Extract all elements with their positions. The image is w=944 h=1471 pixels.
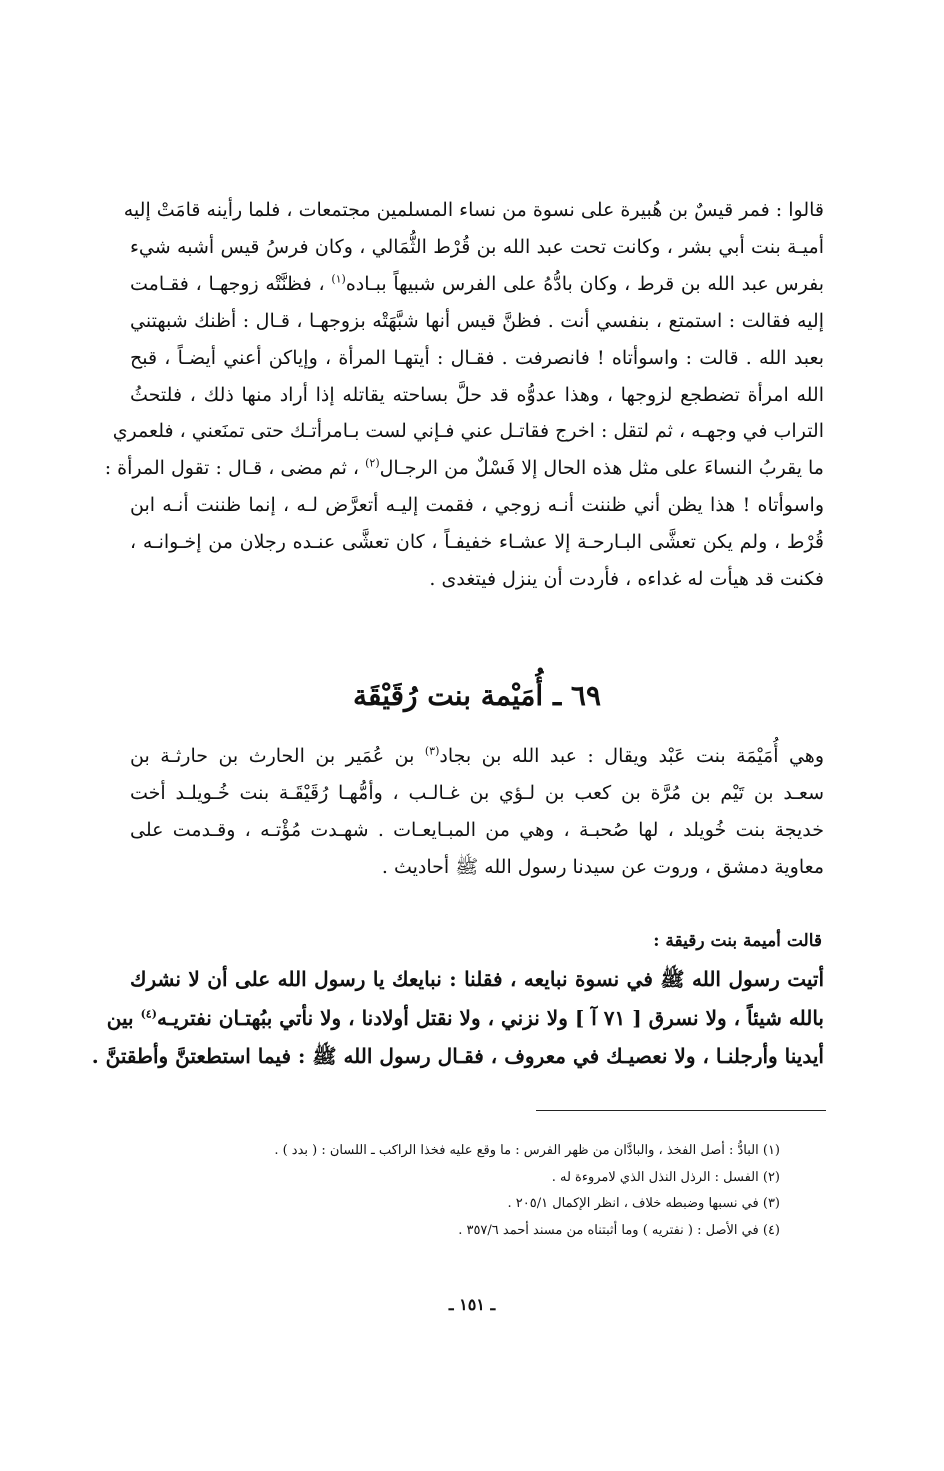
footnote-divider [536, 1110, 826, 1111]
quote-paragraph [91, 960, 824, 1076]
footnote-marker: (٤) [140, 1006, 157, 1020]
text-line: إليه فقالت : استمتع ، بنفسي أنت . فظنَّ قيس أنها شبَّهَتْه بزوجهـا ، قـال : أظنك شبهتني [130, 309, 824, 332]
section-heading: ٦٩ ـ أُمَيْمة بنت رُقَيْقَة [353, 679, 601, 712]
text-line: قالوا : فمر قيسٌ بن هُبيرة على نسوة من نساء المسلمين مجتمعات ، فلما رأينه قامَتْ إليه [123, 199, 824, 221]
text-line: قُرْط ، ولم يكن تعشَّى البـارحـة إلا عشـاء خفيفـاً ، كان تعشَّى عنـده رجلان من إخـوانـه ، [130, 531, 824, 554]
footnote-item: (٤) في الأصل : ( نفتريه ) وما أثبتناه من مسند أحمد ٣٥٧/٦ . [458, 1222, 780, 1238]
top-paragraph [104, 192, 824, 598]
text-line: خديجة بنت خُويلد ، لها صُحبـة ، وهي من المبـايعـات . شهـدت مُؤْتـه ، وقـدمت على [130, 819, 824, 841]
text-line: فكنت قد هيأت له غداءه ، فأردت أن ينزل فيتغدى . [429, 568, 824, 591]
text-line [130, 738, 824, 775]
text-segment: بين [106, 1005, 141, 1030]
text-line: بعبد الله . قالت : واسوأتاه ! فانصرفت . فقـال : أيتهـا المرأة ، وإياكن أعني أيضـاً ، قبح [130, 346, 824, 369]
text-line: سعـد بن تَيْم بن مُرَّة بن كعب بن لـؤي بن غـالـب ، وأمُّهـا رُقَيْقَـة بنت خُـويلـد أخت [130, 782, 824, 804]
footnote-marker: (١) [331, 272, 346, 286]
text-segment: وهي أُمَيْمَة بنت عَبْد ويقال : عبد الله بن بجاد [439, 745, 824, 767]
text-line: الله امرأة تضطجع لزوجها ، وهذا عدوُّه قد حلَّ بساحته يقاتله إذا أراد منها ذلك ، فلتحثُ [130, 383, 824, 406]
footnote-marker: (٣) [424, 744, 440, 758]
footnote-item: (٢) الفسل : الرذل النذل الذي لامروءة له . [551, 1169, 780, 1185]
text-segment: بالله شيئاً ، ولا نسرق [ ٧١ آ ] ولا نزني ، ولا نقتل أولادنا ، ولا نأتي ببُهتـان نفتريـه [156, 1005, 824, 1030]
text-line [130, 266, 824, 303]
biography-paragraph [130, 738, 824, 886]
text-segment: بفرس عبد الله بن قرط ، وكان بادُّهُ على الفرس شبيهاً ببـاده [345, 272, 824, 295]
text-line: أتيت رسول الله ﷺ في نسوة نبايعه ، فقلنا : نبايعك يا رسول الله على أن لا نشرك [130, 967, 824, 991]
text-segment: ، فظنَّتْه زوجهـا ، فقـامت [130, 272, 332, 295]
text-segment: ما يقربُ النساءَ على مثل هذه الحال إلا فَسْلٌ من الرجـال [379, 457, 824, 480]
text-line: معاوية دمشق ، وروت عن سيدنا رسول الله ﷺ أحاديث . [381, 856, 824, 878]
text-line: أميـة بنت أبي بشر ، وكانت تحت عبد الله بن قُرْط الثُّمَالي ، وكان فرسُ قيس أشبه شيء [130, 235, 824, 258]
footnote-marker: (٢) [365, 457, 380, 471]
footnotes [130, 1138, 780, 1244]
text-line [104, 450, 824, 487]
narration-heading: قالت أميمة بنت رقيقة : [653, 931, 822, 951]
footnote-item: (٣) في نسبها وضبطه خلاف ، انظر الإكمال ٢٠٥/١ . [507, 1196, 780, 1211]
footnote-item: (١) البادُّ : أصل الفخذ ، والبادَّان من ظهر الفرس : ما وقع عليه فخذا الراكب ـ اللسان : ( بدد ) . [274, 1143, 780, 1158]
text-segment: بن عُمَير بن الحارث بن حارثـة بن [130, 745, 425, 767]
text-line: أيدينا وأرجلنـا ، ولا نعصيـك في معروف ، فقـال رسول الله ﷺ : فيما استطعتنَّ وأطقتنَّ . [91, 1044, 824, 1068]
page-number: ـ ١٥١ ـ [448, 1295, 496, 1314]
text-line [106, 999, 824, 1038]
text-line: التراب في وجهـه ، ثم لتقل : اخرج فقاتـل عني فـإني لست بـامرأتـك حتى تمنَعني ، فلعمري [112, 420, 824, 443]
text-line: واسوأتاه ! هذا يظن أني ظننت أنـه زوجي ، فقمت إليـه أتعرَّض لـه ، إنما ظننت أنـه ابن [130, 494, 824, 517]
text-segment: ، ثم مضى ، قـال : تقول المرأة : [104, 457, 366, 480]
